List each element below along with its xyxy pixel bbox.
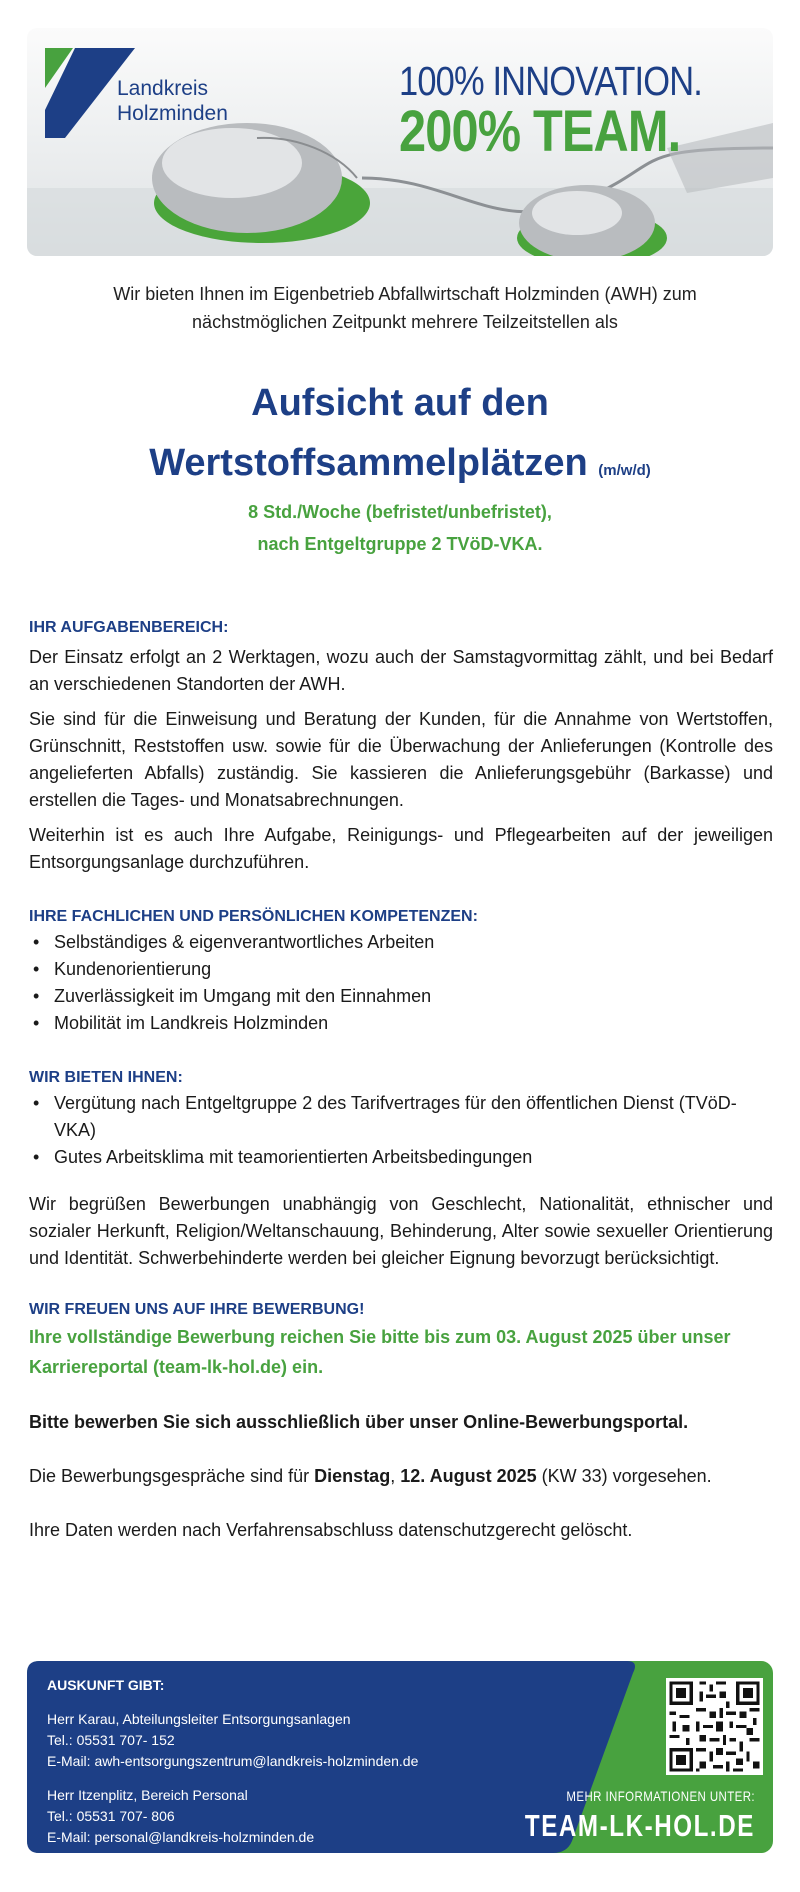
apply-heading: WIR FREUEN UNS AUF IHRE BEWERBUNG! [29, 1301, 365, 1318]
interview-prefix: Die Bewerbungsgespräche sind für [29, 1466, 315, 1486]
contact-block-1 [47, 1709, 418, 1772]
online-only-note: Bitte bewerben Sie sich ausschließlich über unser Online-Bewerbungsportal. [29, 1412, 689, 1432]
job-pay-grade: nach Entgeltgruppe 2 TVöD-VKA. [257, 534, 543, 554]
contact-name: Herr Karau, Abteilungsleiter Entsorgungsanlagen [47, 1711, 351, 1727]
list-item: • Gutes Arbeitsklima mit teamorientierten Arbeitsbedingungen [29, 1144, 773, 1171]
contact-email[interactable]: E-Mail: personal@landkreis-holzminden.de [47, 1829, 315, 1845]
qr-code-icon[interactable] [666, 1678, 763, 1775]
diversity-statement: Wir begrüßen Bewerbungen unabhängig von Geschlecht, Nationalität, ethnischer und sozialer Herkunft, Religion/Weltanschauung, Behinderung, Alter sowie sexueller Orientierung und Identität. Schwerbehinderte werden bei gleicher Eignung bevorzugt berücksichtigt. [29, 1194, 773, 1268]
job-hours: 8 Std./Woche (befristet/unbefristet), [248, 502, 552, 522]
list-item: • Zuverlässigkeit im Umgang mit den Einnahmen [29, 983, 773, 1010]
slogan-innovation: 100% INNOVATION. [399, 58, 702, 104]
tasks-paragraph: Der Einsatz erfolgt an 2 Werktagen, wozu auch der Samstagvormittag zählt, und bei Bedarf an verschiedenen Standorten der AWH. [29, 647, 773, 694]
contact-phone: Tel.: 05531 707- 806 [47, 1808, 175, 1824]
interview-date [29, 1463, 773, 1490]
tasks-heading: IHR AUFGABENBEREICH: [29, 619, 229, 636]
tasks-paragraph: Weiterhin ist es auch Ihre Aufgabe, Reinigungs- und Pflegearbeiten auf der jeweiligen Entsorgungsanlage durchzuführen. [29, 825, 773, 872]
gender-suffix: (m/w/d) [598, 462, 651, 479]
contact-email[interactable]: E-Mail: awh-entsorgungszentrum@landkreis-holzminden.de [47, 1753, 419, 1769]
job-subtitle [0, 496, 800, 560]
more-info-label: MEHR INFORMATIONEN UNTER: [566, 1788, 755, 1804]
job-title-line-2 [0, 433, 800, 501]
header-banner [27, 28, 773, 256]
slogan-team: 200% TEAM. [399, 99, 681, 164]
logo-text [117, 76, 228, 126]
website-link[interactable]: TEAM-LK-HOL.DE [524, 1808, 755, 1843]
skills-heading: IHRE FACHLICHEN UND PERSÖNLICHEN KOMPETENZEN: [29, 908, 478, 925]
job-title [0, 373, 800, 501]
apply-deadline: Ihre vollständige Bewerbung reichen Sie bitte bis zum 03. August 2025 über unser Karriereportal (team-lk-hol.de) ein. [29, 1327, 731, 1377]
interview-suffix: (KW 33) vorgesehen. [536, 1466, 712, 1486]
logo-line-1: Landkreis [117, 77, 209, 100]
contact-name: Herr Itzenplitz, Bereich Personal [47, 1787, 248, 1803]
logo-line-2: Holzminden [117, 102, 228, 125]
contact-phone: Tel.: 05531 707- 152 [47, 1732, 175, 1748]
job-title-main: Wertstoffsammelplätzen [149, 442, 588, 484]
privacy-note: Ihre Daten werden nach Verfahrensabschluss datenschutzgerecht gelöscht. [29, 1520, 633, 1540]
contact-heading: AUSKUNFT GIBT: [47, 1677, 165, 1693]
list-item: • Vergütung nach Entgeltgruppe 2 des Tarifvertrages für den öffentlichen Dienst (TVöD-VKA) [29, 1090, 773, 1144]
contact-block-2 [47, 1785, 314, 1848]
list-item: • Mobilität im Landkreis Holzminden [29, 1010, 773, 1037]
intro-text: Wir bieten Ihnen im Eigenbetrieb Abfallwirtschaft Holzminden (AWH) zum nächstmöglichen Zeitpunkt mehrere Teilzeitstellen als [113, 284, 697, 332]
tasks-paragraph: Sie sind für die Einweisung und Beratung der Kunden, für die Annahme von Wertstoffen, Grünschnitt, Reststoffen usw. sowie für die Überwachung der Anlieferungen (Kontrolle des angelieferten Abfalls) zuständig. Sie kassieren die Anlieferungsgebühr (Barkasse) und erstellen die Tages- und Monatsabrechnungen. [29, 709, 773, 810]
contact-footer [27, 1661, 773, 1853]
offer-list [29, 1090, 773, 1171]
interview-date-value: 12. August 2025 [400, 1466, 537, 1486]
job-description [29, 616, 773, 1544]
job-title-line-1: Aufsicht auf den [251, 382, 549, 424]
interview-day: Dienstag [314, 1466, 391, 1486]
list-item: • Kundenorientierung [29, 956, 773, 983]
offer-heading: WIR BIETEN IHNEN: [29, 1069, 183, 1086]
list-item: • Selbständiges & eigenverantwortliches Arbeiten [29, 929, 773, 956]
interview-comma: , [390, 1466, 401, 1486]
skills-list [29, 929, 773, 1037]
